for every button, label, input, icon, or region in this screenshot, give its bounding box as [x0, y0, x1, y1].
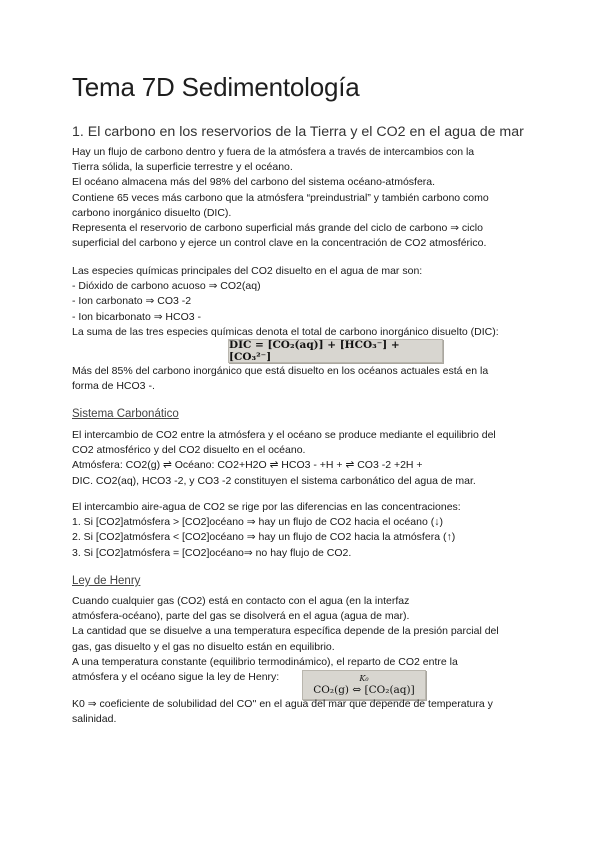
list-item: - Dióxido de carbono acuoso ⇒ CO2(aq): [72, 280, 261, 293]
text-line: DIC. CO2(aq), HCO3 -2, y CO3 -2 constituyen el sistema carbonático del agua de mar.: [72, 474, 476, 487]
text-line: El intercambio aire-agua de CO2 se rige por las diferencias en las concentraciones:: [72, 501, 461, 513]
text-line: forma de HCO3 -.: [72, 380, 155, 393]
paragraph-intercambio-aire-agua: [72, 500, 532, 561]
list-item: - Ion bicarbonato ⇒ HCO3 -: [72, 310, 202, 323]
text-line: Cuando cualquier gas (CO2) está en contacto con el agua (en la interfaz: [72, 595, 410, 607]
text-line: Más del 85% del carbono inorgánico que está disuelto en los océanos actuales está en la: [72, 365, 489, 377]
text-line: Atmósfera: CO2(g) ⇌ Océano: CO2+H2O ⇌ HCO3 - +H + ⇌ CO3 -2 +2H +: [72, 459, 423, 472]
text-line: Contiene 65 veces más carbono que la atmósfera “preindustrial” y también carbono como: [72, 191, 489, 204]
text-line: El océano almacena más del 98% del carbono del sistema océano-atmósfera.: [72, 176, 436, 189]
paragraph-hco3: [72, 364, 532, 394]
text-line: gas, gas disuelto y el gas no disuelto están en equilibrio.: [72, 640, 335, 653]
paragraph-intercambio-co2: [72, 428, 532, 489]
list-item: - Ion carbonato ⇒ CO3 -2: [72, 295, 192, 308]
list-item: 2. Si [CO2]atmósfera < [CO2]océano ⇒ hay un flujo de CO2 hacia la atmósfera (↑): [72, 531, 456, 544]
henry-constant-label: K₀: [359, 673, 369, 683]
text-line: atmósfera-océano), parte del gas se disolverá en el agua (agua de mar).: [72, 610, 410, 623]
list-item: 3. Si [CO2]atmósfera = [CO2]océano⇒ no hay flujo de CO2.: [72, 546, 352, 559]
paragraph-flujo-carbono: [72, 145, 532, 251]
dic-formula-image: DIC = [CO₂(aq)] + [HCO₃⁻] + [CO₃²⁻]: [228, 339, 443, 363]
text-line: El intercambio de CO2 entre la atmósfera y el océano se produce mediante el equilibrio del: [72, 429, 496, 441]
section-heading-ley-henry: Ley de Henry: [72, 575, 141, 587]
text-line: A una temperatura constante (equilibrio termodinámico), el reparto de CO2 entre la: [72, 655, 458, 668]
section-heading-sistema-carbonatico: Sistema Carbonático: [72, 408, 179, 420]
text-line: La suma de las tres especies químicas denota el total de carbono inorgánico disuelto (DIC):: [72, 325, 499, 338]
section-heading-carbono: 1. El carbono en los reservorios de la Tierra y el CO2 en el agua de mar: [72, 124, 524, 140]
text-line: carbono inorgánico disuelto (DIC).: [72, 206, 232, 219]
text-line: salinidad.: [72, 713, 117, 726]
henry-equation: CO₂(g) ⇔ [CO₂(aq)]: [313, 683, 415, 696]
text-line: Las especies químicas principales del CO2 disuelto en el agua de mar son:: [72, 265, 423, 277]
document-title: Tema 7D Sedimentología: [72, 72, 360, 102]
paragraph-especies-quimicas: [72, 264, 532, 340]
text-line: superficial del carbono y ejerce un control clave en la concentración de CO2 atmosférico.: [72, 237, 487, 250]
text-line: CO2 atmosférico y del CO2 disuelto en el océano.: [72, 444, 306, 457]
text-line: atmósfera y el océano sigue la ley de Henry:: [72, 671, 280, 684]
text-line: K0 ⇒ coeficiente de solubilidad del CO'' en el agua del mar que depende de temperatura y: [72, 698, 493, 710]
list-item: 1. Si [CO2]atmósfera > [CO2]océano ⇒ hay un flujo de CO2 hacia el océano (↓): [72, 516, 443, 529]
paragraph-k0: [72, 697, 532, 727]
text-line: Hay un flujo de carbono dentro y fuera de la atmósfera a través de intercambios con la: [72, 146, 475, 158]
text-line: Representa el reservorio de carbono superficial más grande del ciclo de carbono ⇒ ciclo: [72, 222, 483, 235]
henry-formula-image: [302, 670, 426, 700]
text-line: Tierra sólida, la superficie terrestre y el océano.: [72, 161, 293, 174]
text-line: La cantidad que se disuelve a una temperatura específica depende de la presión parcial del: [72, 625, 499, 638]
